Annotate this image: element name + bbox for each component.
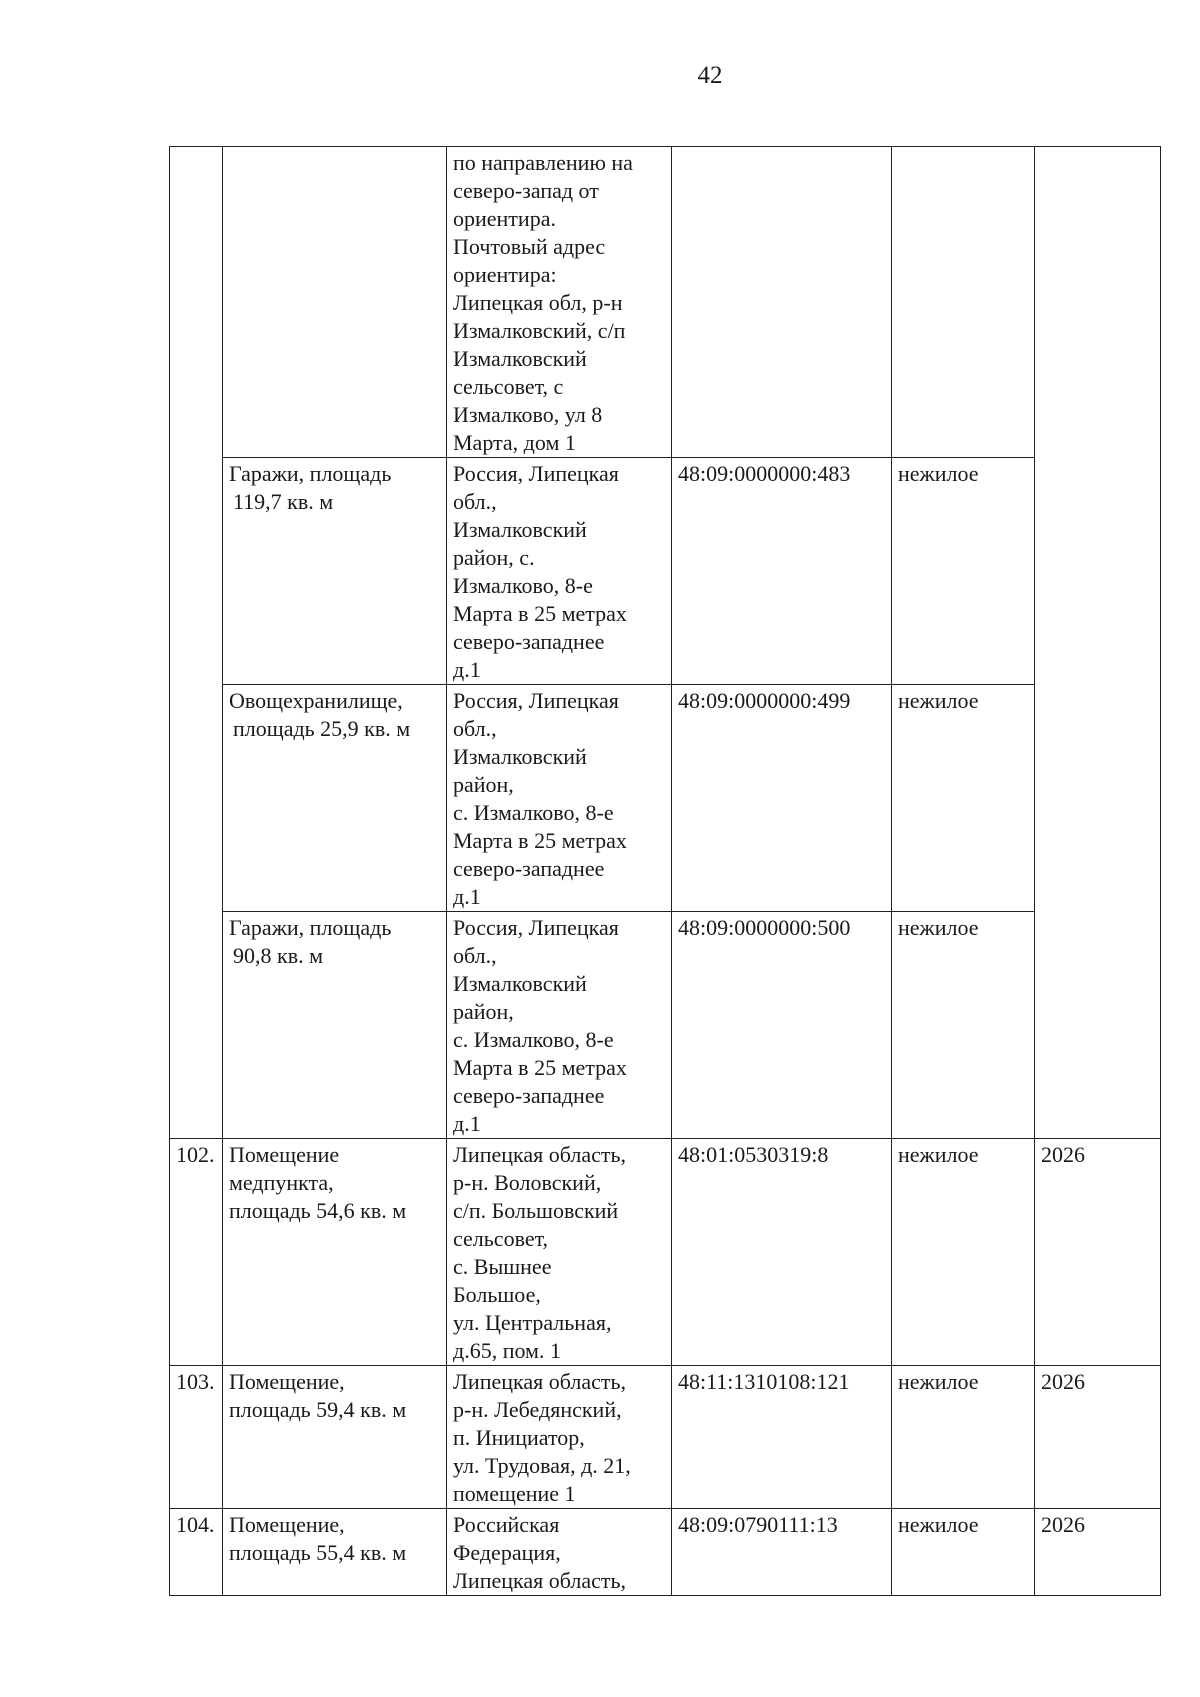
table-row (170, 147, 1161, 458)
object-name-cell: Помещение, площадь 59,4 кв. м (223, 1366, 447, 1509)
year-cell: 2026 (1035, 1366, 1161, 1509)
object-type-cell: нежилое (892, 1509, 1035, 1596)
page-number: 42 (697, 62, 723, 89)
row-number-cell: 103. (170, 1366, 223, 1509)
table-row (170, 1366, 1161, 1509)
address-cell: по направлению на северо-запад от ориентира. Почтовый адрес ориентира: Липецкая обл, р-н Измалковский, с/п Измалковский сельсовет, с Измалково, ул 8 Марта, дом 1 (447, 147, 672, 458)
cadastral-number-cell: 48:09:0000000:499 (672, 685, 892, 912)
object-name-cell: Помещение, площадь 55,4 кв. м (223, 1509, 447, 1596)
year-cell (1035, 147, 1161, 1139)
object-name-cell: Гаражи, площадь 119,7 кв. м (223, 458, 447, 685)
object-name-cell: Овощехранилище, площадь 25,9 кв. м (223, 685, 447, 912)
address-cell: Россия, Липецкая обл., Измалковский район, с. Измалково, 8-е Марта в 25 метрах северо-западнее д.1 (447, 458, 672, 685)
cadastral-number-cell: 48:09:0790111:13 (672, 1509, 892, 1596)
cadastral-number-cell: 48:09:0000000:500 (672, 912, 892, 1139)
table-row (170, 685, 1161, 912)
row-number-cell: 104. (170, 1509, 223, 1596)
property-table (169, 146, 1161, 1596)
cadastral-number-cell: 48:09:0000000:483 (672, 458, 892, 685)
address-cell: Липецкая область, р-н. Лебедянский, п. Инициатор, ул. Трудовая, д. 21, помещение 1 (447, 1366, 672, 1509)
row-number-cell: 102. (170, 1139, 223, 1366)
row-number-cell (170, 147, 223, 1139)
object-name-cell (223, 147, 447, 458)
table-row (170, 458, 1161, 685)
object-type-cell: нежилое (892, 912, 1035, 1139)
year-cell: 2026 (1035, 1139, 1161, 1366)
cadastral-number-cell: 48:11:1310108:121 (672, 1366, 892, 1509)
year-cell: 2026 (1035, 1509, 1161, 1596)
address-cell: Липецкая область, р-н. Воловский, с/п. Большовский сельсовет, с. Вышнее Большое, ул. Центральная, д.65, пом. 1 (447, 1139, 672, 1366)
object-type-cell: нежилое (892, 458, 1035, 685)
cadastral-number-cell: 48:01:0530319:8 (672, 1139, 892, 1366)
object-type-cell: нежилое (892, 1366, 1035, 1509)
object-name-cell: Помещение медпункта, площадь 54,6 кв. м (223, 1139, 447, 1366)
address-cell: Российская Федерация, Липецкая область, (447, 1509, 672, 1596)
object-type-cell: нежилое (892, 1139, 1035, 1366)
object-name-cell: Гаражи, площадь 90,8 кв. м (223, 912, 447, 1139)
object-type-cell: нежилое (892, 685, 1035, 912)
table-row (170, 912, 1161, 1139)
address-cell: Россия, Липецкая обл., Измалковский район, с. Измалково, 8-е Марта в 25 метрах северо-западнее д.1 (447, 912, 672, 1139)
object-type-cell (892, 147, 1035, 458)
table-row (170, 1509, 1161, 1596)
address-cell: Россия, Липецкая обл., Измалковский район, с. Измалково, 8-е Марта в 25 метрах северо-западнее д.1 (447, 685, 672, 912)
table-row (170, 1139, 1161, 1366)
cadastral-number-cell (672, 147, 892, 458)
